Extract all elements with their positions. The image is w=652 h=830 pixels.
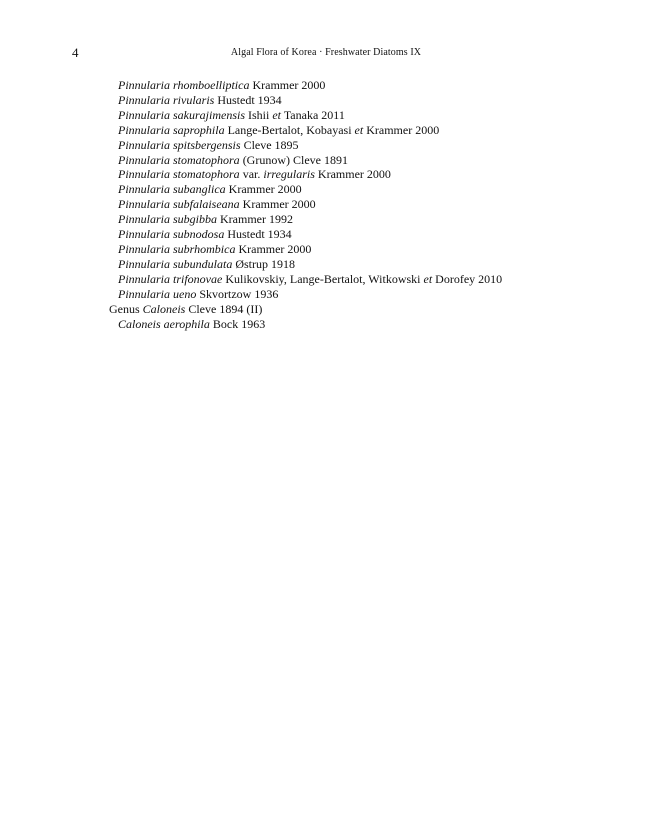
page-number: 4 <box>72 45 79 60</box>
authority-text: Lange-Bertalot, Kobayasi <box>224 122 355 137</box>
species-entry <box>0 287 652 302</box>
authority-text: Ishii <box>245 107 273 122</box>
authority-text: Hustedt 1934 <box>214 92 282 107</box>
authority-text: Dorofey 2010 <box>432 271 503 286</box>
authority-text: Krammer 2000 <box>225 182 302 197</box>
taxon-name-italic: Pinnularia rhomboelliptica <box>118 78 250 92</box>
authority-text: Krammer 2000 <box>235 241 312 256</box>
taxon-name-italic: Pinnularia sakurajimensis <box>118 107 246 122</box>
species-entry <box>0 138 652 153</box>
authority-text: Tanaka 2011 <box>281 107 345 122</box>
running-header: Algal Flora of Korea · Freshwater Diatoms IX <box>230 47 422 58</box>
taxon-name-italic: Pinnularia trifonovae <box>118 271 223 286</box>
authority-text: Skvortzow 1936 <box>196 286 279 301</box>
taxon-name-italic: Pinnularia subnodosa <box>118 227 225 242</box>
authority-text: Bock 1963 <box>209 316 266 331</box>
species-entry <box>0 242 652 257</box>
genus-entry <box>0 302 652 317</box>
taxon-name-italic: Pinnularia stomatophora <box>118 167 240 182</box>
taxon-name-italic: Pinnularia subrhombica <box>118 241 236 256</box>
taxon-name-italic: Pinnularia rivularis <box>118 92 215 107</box>
species-entry <box>0 272 652 287</box>
authority-text: Cleve 1895 <box>240 137 299 152</box>
authority-text: Cleve 1894 (II) <box>185 301 263 316</box>
authority-text: var. <box>239 167 264 182</box>
species-entry <box>0 197 652 212</box>
species-entry <box>0 153 652 168</box>
taxon-name-italic: Pinnularia stomatophora <box>118 152 240 167</box>
taxon-name-italic: et <box>354 122 364 137</box>
authority-text: Krammer 2000 <box>249 78 326 92</box>
species-entry <box>0 167 652 182</box>
taxon-name-italic: Pinnularia spitsbergensis <box>118 137 241 152</box>
taxon-name-italic: et <box>423 271 433 286</box>
taxon-name-italic: Caloneis <box>142 301 186 316</box>
authority-text: Hustedt 1934 <box>224 227 292 242</box>
species-entry <box>0 78 652 93</box>
species-entry <box>0 212 652 227</box>
authority-text: Østrup 1918 <box>232 256 296 271</box>
taxon-name-italic: Pinnularia subanglica <box>118 182 226 197</box>
taxon-name-italic: Pinnularia subundulata <box>118 256 233 271</box>
species-entry <box>0 93 652 108</box>
authority-text: Kulikovskiy, Lange-Bertalot, Witkowski <box>222 271 424 286</box>
taxon-name-italic: et <box>272 107 282 122</box>
authority-text: Krammer 2000 <box>314 167 391 182</box>
species-entry <box>0 123 652 138</box>
authority-text: Krammer 1992 <box>217 212 293 227</box>
authority-text: Genus <box>109 301 143 316</box>
taxon-name-italic: irregularis <box>263 167 315 182</box>
taxon-name-italic: Pinnularia saprophila <box>118 122 225 137</box>
taxon-list <box>0 78 652 331</box>
species-entry <box>0 227 652 242</box>
species-entry <box>0 108 652 123</box>
species-entry <box>0 317 652 332</box>
taxon-name-italic: Pinnularia subgibba <box>118 212 218 227</box>
authority-text: (Grunow) Cleve 1891 <box>239 152 348 167</box>
species-entry <box>0 257 652 272</box>
taxon-name-italic: Pinnularia subfalaiseana <box>118 197 240 212</box>
species-entry <box>0 182 652 197</box>
taxon-name-italic: Caloneis aerophila <box>118 316 210 331</box>
authority-text: Krammer 2000 <box>239 197 316 212</box>
taxon-name-italic: Pinnularia ueno <box>118 286 197 301</box>
authority-text: Krammer 2000 <box>363 122 440 137</box>
